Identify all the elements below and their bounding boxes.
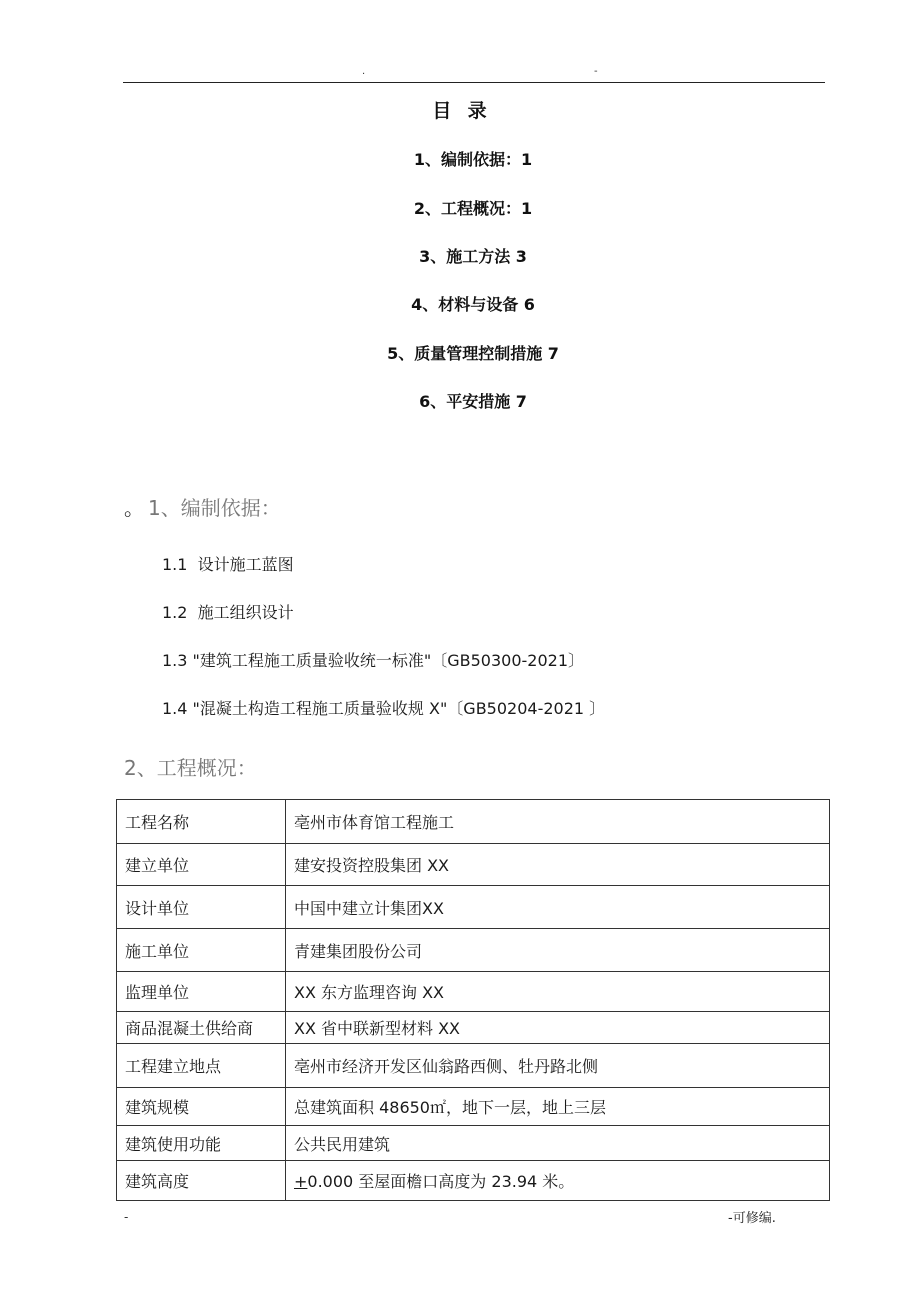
header-mark-right: -: [594, 66, 598, 77]
table-value-cell: 公共民用建筑: [286, 1126, 830, 1161]
toc-item: 2、工程概况：1: [413, 199, 533, 218]
section1-item: 1.1 设计施工蓝图: [162, 555, 294, 574]
table-row: [117, 972, 830, 1012]
table-row: [117, 1012, 830, 1044]
section1-item: 1.3 "建筑工程施工质量验收统一标准"〔GB50300-2021〕: [162, 651, 585, 670]
toc-item: 4、材料与设备 6: [411, 295, 535, 314]
toc-item: 1、编制依据：1: [413, 150, 533, 169]
toc-item: 3、施工方法 3: [419, 247, 527, 266]
footer-editable-note: -可修编.: [728, 1211, 776, 1226]
table-label-cell: 监理单位: [117, 972, 286, 1012]
table-row: [117, 886, 830, 929]
table-row: [117, 1161, 830, 1201]
table-row: [117, 1088, 830, 1126]
table-value-cell: XX 东方监理咨询 XX: [286, 972, 830, 1012]
table-value-cell: 亳州市经济开发区仙翁路西侧、牡丹路北侧: [286, 1044, 830, 1088]
table-value-cell: 建安投资控股集团 XX: [286, 844, 830, 886]
table-row: [117, 800, 830, 844]
table-value-cell: 中国中建立计集团XX: [286, 886, 830, 929]
table-value-cell: [286, 1161, 830, 1201]
table-value-cell: XX 省中联新型材料 XX: [286, 1012, 830, 1044]
table-label-cell: 建筑规模: [117, 1088, 286, 1126]
table-label-cell: 建立单位: [117, 844, 286, 886]
table-label-cell: 工程名称: [117, 800, 286, 844]
table-label-cell: 建筑使用功能: [117, 1126, 286, 1161]
table-label-cell: 工程建立地点: [117, 1044, 286, 1088]
height-text: 0.000 至屋面檐口高度为 23.94 米。: [307, 1172, 575, 1191]
plus-sign: +: [294, 1172, 308, 1191]
toc-title: 目 录: [432, 100, 488, 122]
section1-heading: [124, 492, 281, 521]
table-label-cell: 商品混凝土供给商: [117, 1012, 286, 1044]
toc-item: 5、质量管理控制措施 7: [387, 344, 559, 363]
section1-item: 1.2 施工组织设计: [162, 603, 294, 622]
table-row: [117, 929, 830, 972]
table-row: [117, 1044, 830, 1088]
project-overview-table: [116, 799, 830, 1201]
toc-item: 6、平安措施 7: [419, 392, 527, 411]
section1-heading-text: 1、编制依据：: [148, 496, 281, 520]
table-row: [117, 844, 830, 886]
table-label-cell: 设计单位: [117, 886, 286, 929]
table-row: [117, 1126, 830, 1161]
section2-heading: 2、工程概况：: [124, 756, 257, 780]
section1-bullet: 。: [124, 496, 144, 520]
table-value-cell: 青建集团股份公司: [286, 929, 830, 972]
table-label-cell: 施工单位: [117, 929, 286, 972]
table-value-cell: 总建筑面积 48650㎡，地下一层，地上三层: [286, 1088, 830, 1126]
header-mark-left: .: [362, 66, 366, 77]
table-value-cell: 亳州市体育馆工程施工: [286, 800, 830, 844]
header-rule: [123, 82, 825, 83]
footer-left-mark: -: [124, 1210, 129, 1224]
section1-item: 1.4 "混凝土构造工程施工质量验收规 X"〔GB50204-2021 〕: [162, 699, 606, 718]
table-label-cell: 建筑高度: [117, 1161, 286, 1201]
